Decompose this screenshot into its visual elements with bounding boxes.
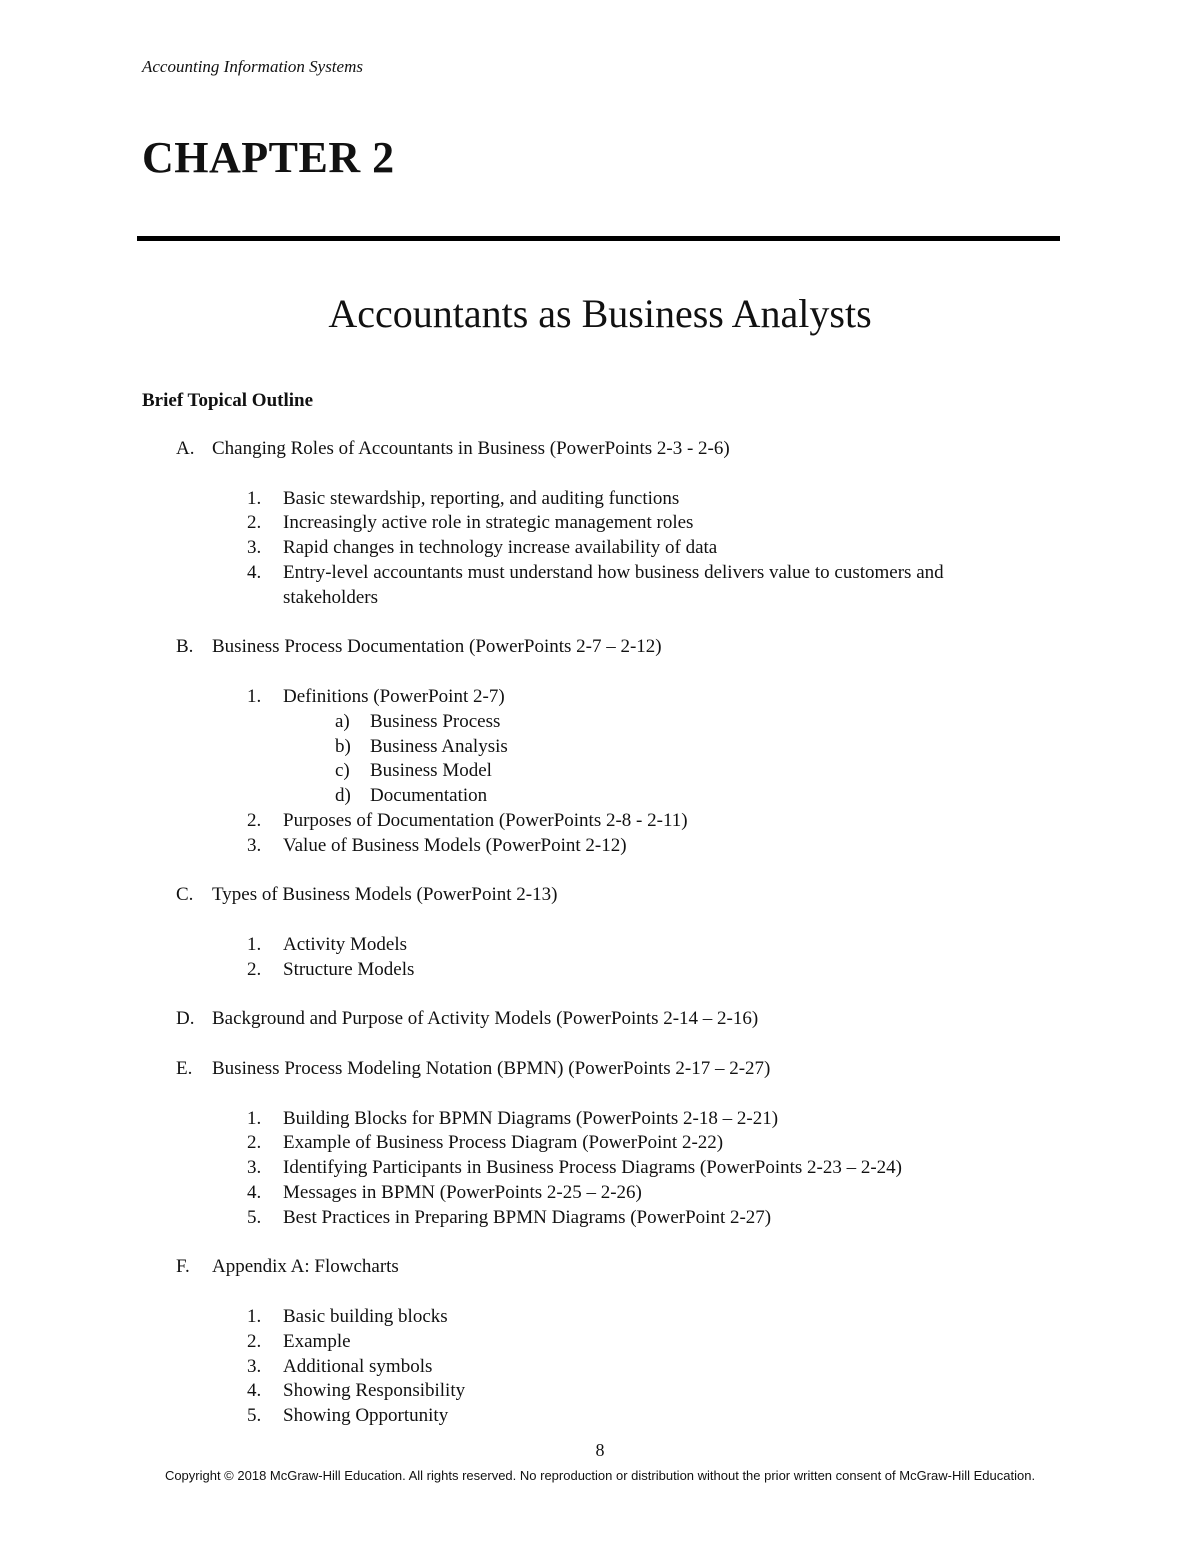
- list-item-number: 1.: [247, 934, 262, 955]
- section-heading: Appendix A: Flowcharts: [212, 1256, 399, 1278]
- section-letter: A.: [176, 438, 195, 459]
- section-heading: Background and Purpose of Activity Models (PowerPoints 2-14 – 2-16): [212, 1008, 759, 1030]
- page-number: 8: [595, 1440, 605, 1460]
- list-item-number: 1.: [247, 686, 262, 707]
- sub-item: Documentation: [370, 785, 488, 807]
- list-item: Rapid changes in technology increase availability of data: [283, 537, 718, 559]
- section-letter: E.: [176, 1058, 193, 1079]
- list-item-number: 5.: [247, 1405, 262, 1427]
- list-item: Showing Opportunity: [283, 1405, 449, 1427]
- sub-item: Business Analysis: [370, 735, 508, 757]
- list-item: Basic stewardship, reporting, and auditing functions: [283, 487, 680, 509]
- list-item-number: 3.: [247, 537, 262, 559]
- sub-item: Business Process: [370, 710, 501, 732]
- list-item-number: 3.: [247, 1157, 262, 1179]
- list-item: Structure Models: [283, 958, 415, 980]
- list-item-number: 2.: [247, 810, 262, 831]
- section-letter: F.: [176, 1256, 190, 1278]
- list-item: Building Blocks for BPMN Diagrams (PowerPoints 2-18 – 2-21): [283, 1107, 779, 1129]
- list-item: Showing Responsibility: [283, 1380, 466, 1402]
- list-item-number: 4.: [247, 1182, 262, 1203]
- list-item-number: 5.: [247, 1206, 262, 1228]
- sub-item-letter: d): [335, 785, 351, 807]
- section-letter: C.: [176, 884, 194, 906]
- list-item: Entry-level accountants must understand how business delivers value to customers and: [283, 562, 944, 583]
- chapter-label: CHAPTER 2: [142, 133, 395, 182]
- list-item: Best Practices in Preparing BPMN Diagrams (PowerPoint 2-27): [283, 1206, 772, 1228]
- list-item-number: 2.: [247, 958, 262, 980]
- chapter-title: Accountants as Business Analysts: [328, 291, 872, 336]
- list-item-continuation: stakeholders: [283, 586, 378, 608]
- running-head: Accounting Information Systems: [142, 57, 363, 76]
- list-item: Definitions (PowerPoint 2-7): [283, 686, 505, 707]
- sub-item-letter: a): [335, 710, 350, 732]
- list-item: Increasingly active role in strategic management roles: [283, 512, 694, 534]
- list-item-number: 1.: [247, 487, 262, 509]
- list-item: Basic building blocks: [283, 1306, 448, 1327]
- list-item: Example of Business Process Diagram (PowerPoint 2-22): [283, 1132, 724, 1154]
- list-item-number: 2.: [247, 1330, 262, 1352]
- list-item: Purposes of Documentation (PowerPoints 2-8 - 2-11): [283, 810, 688, 831]
- copyright-notice: Copyright © 2018 McGraw-Hill Education. All rights reserved. No reproduction or distribution without the prior written consent of McGraw-Hill Education.: [164, 1468, 1036, 1483]
- list-item-number: 3.: [247, 1355, 262, 1377]
- list-item: Value of Business Models (PowerPoint 2-12): [283, 834, 627, 856]
- sub-item: Business Model: [370, 760, 492, 782]
- sub-item-letter: c): [335, 760, 350, 782]
- section-heading: Types of Business Models (PowerPoint 2-13): [212, 884, 558, 906]
- list-item: Additional symbols: [283, 1355, 433, 1377]
- list-item-number: 4.: [247, 562, 262, 583]
- sub-item-letter: b): [335, 735, 351, 757]
- list-item-number: 2.: [247, 512, 262, 534]
- list-item-number: 3.: [247, 834, 262, 856]
- section-letter: B.: [176, 636, 194, 658]
- list-item: Identifying Participants in Business Process Diagrams (PowerPoints 2-23 – 2-24): [283, 1157, 903, 1179]
- list-item: Messages in BPMN (PowerPoints 2-25 – 2-26): [283, 1182, 642, 1203]
- list-item-number: 2.: [247, 1132, 262, 1154]
- outline-heading: Brief Topical Outline: [142, 390, 314, 411]
- list-item: Activity Models: [283, 934, 408, 955]
- list-item-number: 1.: [247, 1107, 262, 1129]
- list-item: Example: [283, 1330, 351, 1352]
- list-item-number: 4.: [247, 1380, 262, 1402]
- list-item-number: 1.: [247, 1306, 262, 1327]
- chapter-divider: [137, 236, 1060, 241]
- section-letter: D.: [176, 1008, 195, 1030]
- section-heading: Business Process Documentation (PowerPoints 2-7 – 2-12): [212, 636, 662, 658]
- section-heading: Changing Roles of Accountants in Business (PowerPoints 2-3 - 2-6): [212, 438, 730, 459]
- section-heading: Business Process Modeling Notation (BPMN) (PowerPoints 2-17 – 2-27): [212, 1058, 771, 1079]
